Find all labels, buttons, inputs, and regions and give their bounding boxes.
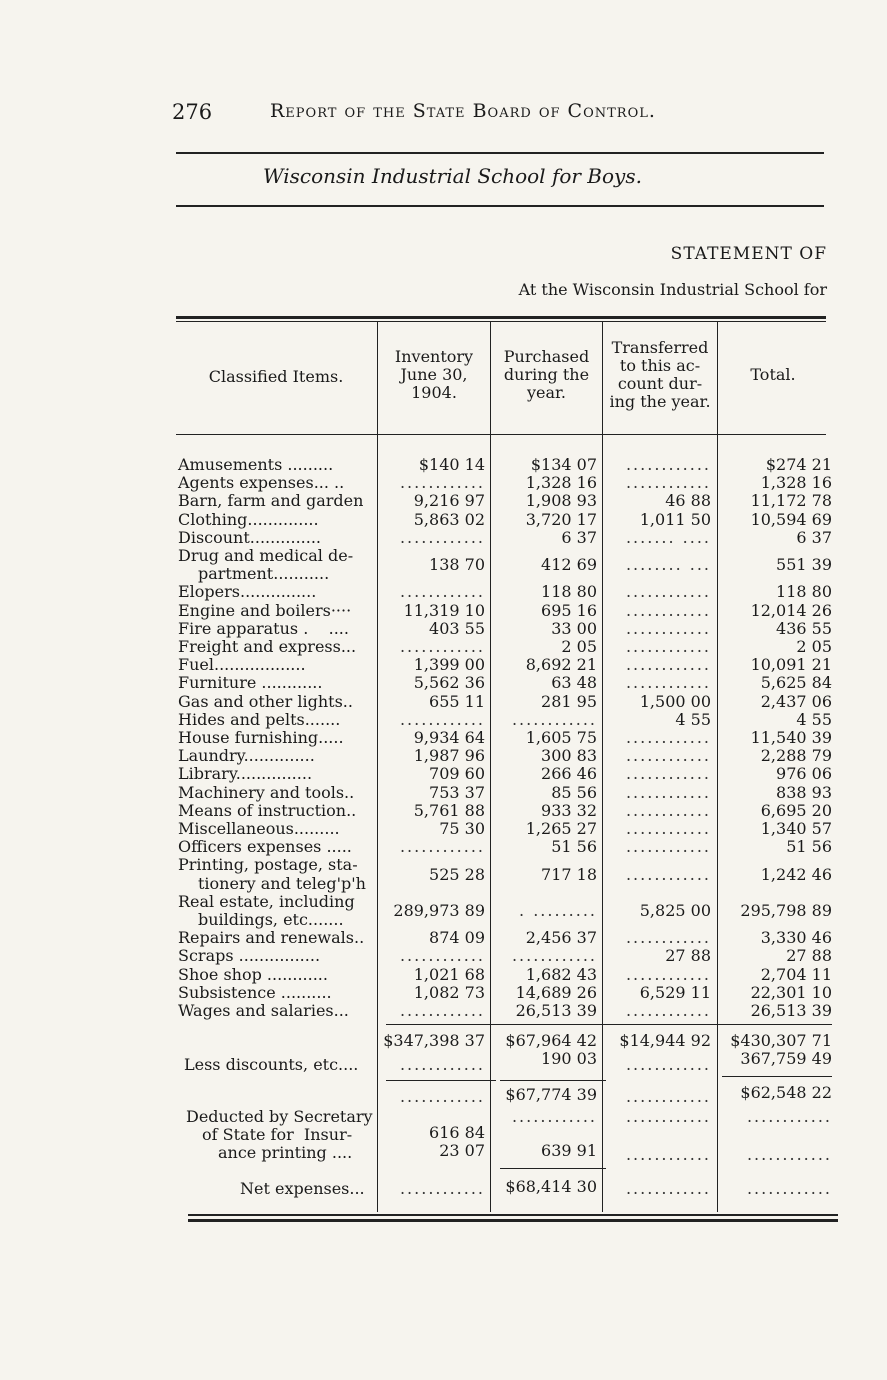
row-transferred: 4 55: [675, 709, 711, 729]
total-purchased: $67,964 42: [505, 1031, 597, 1050]
less-discounts-total: 367,759 49: [740, 1049, 832, 1068]
header-line: Inventory: [394, 347, 474, 366]
deducted-label-1: Deducted by Secretary: [186, 1107, 373, 1126]
row-purchased: 26,513 39: [515, 1001, 597, 1020]
subtotal-inventory: ............: [399, 1087, 485, 1106]
row-label: Fuel..................: [178, 655, 306, 675]
row-purchased: 300 83: [541, 746, 597, 766]
net-transferred: ............: [625, 1179, 711, 1198]
row-total: 51 56: [786, 837, 832, 857]
row-inventory: 753 37: [429, 782, 485, 802]
row-purchased: 695 16: [541, 600, 597, 620]
row-total: 6 37: [796, 527, 832, 547]
row-total: 2 05: [796, 637, 832, 656]
row-purchased: 118 80: [541, 582, 597, 602]
total-transferred: $14,944 92: [619, 1031, 711, 1050]
row-label: Elopers...............: [178, 582, 317, 602]
row-inventory: ............: [399, 709, 485, 729]
row-total: 11,540 39: [750, 728, 832, 747]
table-bottom-rule-thick: [188, 1219, 838, 1222]
row-inventory: 709 60: [429, 764, 485, 784]
row-purchased: 1,908 93: [525, 491, 597, 511]
row-label: Miscellaneous.........: [178, 819, 340, 838]
row-label: Printing, postage, sta-: [178, 855, 358, 875]
row-total: 436 55: [776, 618, 832, 638]
row-inventory: 138 70: [429, 555, 485, 575]
header-line: count dur-: [617, 374, 703, 393]
row-inventory: 655 11: [429, 691, 485, 711]
row-purchased: 85 56: [551, 782, 597, 802]
column-header-inventory: [380, 348, 488, 402]
row-purchased: 1,682 43: [525, 964, 597, 984]
total-inventory: $347,398 37: [383, 1031, 485, 1050]
row-purchased: 33 00: [551, 618, 597, 638]
row-transferred: 27 88: [665, 946, 711, 966]
page-number: 276: [172, 100, 213, 124]
subtotal-total: $62,548 22: [740, 1083, 832, 1102]
row-purchased: 3,720 17: [525, 509, 597, 529]
row-transferred: ............: [625, 473, 711, 493]
table-bottom-rule: [188, 1214, 838, 1216]
header-bottom-rule: [176, 434, 826, 435]
deducted-label-3: ance printing ....: [218, 1143, 353, 1162]
less-discounts-purchased: 190 03: [541, 1049, 597, 1068]
header-line: 1904.: [411, 383, 457, 402]
row-label: Subsistence ..........: [178, 982, 332, 1002]
row-total: 2,704 11: [760, 964, 832, 984]
row-purchased: 1,605 75: [525, 728, 597, 747]
row-label: Scraps ................: [178, 946, 321, 966]
header-line: June 30,: [400, 365, 468, 384]
row-total: 3,330 46: [760, 928, 832, 948]
column-header-purchased: [493, 348, 600, 402]
deducted-total: ............: [746, 1107, 832, 1126]
row-label: Hides and pelts.......: [178, 709, 341, 729]
header-line: Purchased: [503, 347, 590, 366]
row-total: 1,328 16: [760, 473, 832, 493]
column-divider: [717, 322, 718, 1212]
row-transferred: ............: [625, 800, 711, 820]
table-top-rule-thin: [176, 321, 826, 322]
row-inventory: 5,761 88: [413, 800, 485, 820]
deducted-inventory-1: 616 84: [429, 1123, 485, 1142]
row-purchased: 6 37: [561, 527, 597, 547]
subtotal-rule: [386, 1080, 496, 1081]
row-total: 1,242 46: [760, 864, 832, 884]
row-purchased: 1,328 16: [525, 473, 597, 493]
row-inventory: ............: [399, 946, 485, 966]
net-inventory: ............: [399, 1179, 485, 1198]
row-label: Officers expenses .....: [178, 837, 352, 857]
row-transferred: 46 88: [665, 491, 711, 511]
net-purchased: $68,414 30: [505, 1177, 597, 1196]
row-purchased: 266 46: [541, 764, 597, 784]
net-total: ............: [746, 1179, 832, 1198]
row-inventory: 1,987 96: [413, 746, 485, 766]
header-line: Transferred: [611, 338, 709, 357]
table-top-rule: [176, 316, 826, 319]
column-divider: [602, 322, 603, 1212]
row-transferred: ............: [625, 928, 711, 948]
row-purchased: . .........: [519, 900, 597, 920]
subtotal-transferred: ............: [625, 1087, 711, 1106]
less-discounts-transferred: ............: [625, 1055, 711, 1074]
less-discounts-inventory: ............: [399, 1055, 485, 1074]
deducted-transferred: ............: [625, 1145, 711, 1164]
row-transferred: 1,011 50: [639, 509, 711, 529]
row-purchased: 412 69: [541, 555, 597, 575]
column-divider: [377, 322, 378, 1212]
row-total: 27 88: [786, 946, 832, 966]
row-label: Wages and salaries...: [178, 1001, 349, 1020]
row-transferred: 5,825 00: [639, 900, 711, 920]
row-label: Repairs and renewals..: [178, 928, 365, 948]
row-transferred: ............: [625, 618, 711, 638]
row-label: Freight and express...: [178, 637, 357, 656]
row-inventory: 289,973 89: [393, 900, 485, 920]
header-line: year.: [526, 383, 567, 402]
row-total: 6,695 20: [760, 800, 832, 820]
less-discounts-label: Less discounts, etc....: [184, 1055, 359, 1074]
row-total: 12,014 26: [750, 600, 832, 620]
header-line: during the: [503, 365, 590, 384]
row-inventory: 5,863 02: [413, 509, 485, 529]
deducted-total: ............: [746, 1145, 832, 1164]
row-inventory: ............: [399, 473, 485, 493]
row-inventory: 5,562 36: [413, 673, 485, 693]
row-total: 10,594 69: [750, 509, 832, 529]
row-label: House furnishing.....: [178, 728, 344, 747]
row-label: Agents expenses... ..: [178, 473, 345, 493]
row-inventory: $140 14: [418, 455, 485, 474]
row-total: 838 93: [776, 782, 832, 802]
row-inventory: ............: [399, 527, 485, 547]
row-label: Gas and other lights..: [178, 691, 353, 711]
row-purchased: ............: [511, 946, 597, 966]
header-line: ing the year.: [609, 392, 711, 411]
running-title: Report of the State Board of Control.: [270, 100, 656, 122]
row-transferred: ............: [625, 782, 711, 802]
row-transferred: ............: [625, 637, 711, 656]
row-purchased: 281 95: [541, 691, 597, 711]
row-inventory: 9,934 64: [413, 728, 485, 747]
row-label: Discount..............: [178, 527, 321, 547]
row-transferred: ............: [625, 764, 711, 784]
row-transferred: ............: [625, 837, 711, 857]
row-transferred: ............: [625, 655, 711, 675]
deducted-transferred: ............: [625, 1107, 711, 1126]
row-inventory: ............: [399, 837, 485, 857]
row-transferred: ............: [625, 819, 711, 838]
row-total: 5,625 84: [760, 673, 832, 693]
row-purchased: 933 32: [541, 800, 597, 820]
net-rule: [500, 1168, 606, 1169]
row-total: 2,437 06: [760, 691, 832, 711]
row-purchased: 717 18: [541, 864, 597, 884]
column-header-total: Total.: [750, 365, 796, 384]
deducted-label-2: of State for Insur-: [202, 1125, 353, 1144]
row-total: 118 80: [776, 582, 832, 602]
net-label: Net expenses...: [240, 1179, 365, 1198]
row-label-continued: partment...........: [198, 564, 330, 584]
row-purchased: 2,456 37: [525, 928, 597, 948]
column-divider: [490, 322, 491, 1212]
row-total: 10,091 21: [750, 655, 832, 675]
row-label: Clothing..............: [178, 509, 319, 529]
row-inventory: 75 30: [439, 819, 485, 838]
subtotal-rule: [722, 1076, 832, 1077]
row-transferred: ............: [625, 746, 711, 766]
row-label: Engine and boilers····: [178, 600, 352, 620]
row-transferred: 6,529 11: [639, 982, 711, 1002]
subtotal-purchased: $67,774 39: [505, 1085, 597, 1104]
row-label: Real estate, including: [178, 891, 355, 911]
row-label: Fire apparatus . ....: [178, 618, 349, 638]
row-inventory: 1,399 00: [413, 655, 485, 675]
deducted-purchased-2: 639 91: [541, 1141, 597, 1160]
row-inventory: 1,082 73: [413, 982, 485, 1002]
row-transferred: ............: [625, 728, 711, 747]
deducted-purchased-1: ............: [511, 1107, 597, 1126]
row-total: 26,513 39: [750, 1001, 832, 1020]
subtitle-rule: [176, 205, 824, 207]
row-label: Barn, farm and garden: [178, 491, 364, 511]
row-transferred: ............: [625, 864, 711, 884]
row-transferred: ............: [625, 600, 711, 620]
row-label-continued: buildings, etc.......: [198, 910, 344, 929]
row-purchased: 8,692 21: [525, 655, 597, 675]
row-total: 22,301 10: [750, 982, 832, 1002]
column-header-items: Classified Items.: [208, 367, 344, 386]
row-total: 551 39: [776, 555, 832, 575]
row-total: 976 06: [776, 764, 832, 784]
row-inventory: 525 28: [429, 864, 485, 884]
row-inventory: ............: [399, 1001, 485, 1020]
row-total: 4 55: [796, 709, 832, 729]
row-inventory: 403 55: [429, 618, 485, 638]
row-transferred: 1,500 00: [639, 691, 711, 711]
row-label: Furniture ............: [178, 673, 323, 693]
row-transferred: ............: [625, 455, 711, 474]
statement-heading: STATEMENT OF: [670, 244, 827, 264]
row-label: Shoe shop ............: [178, 964, 328, 984]
row-purchased: 63 48: [551, 673, 597, 693]
statement-subheading: At the Wisconsin Industrial School for: [518, 280, 827, 299]
row-total: 295,798 89: [740, 900, 832, 920]
row-transferred: ............: [625, 673, 711, 693]
row-label: Drug and medical de-: [178, 546, 354, 565]
row-label: Library...............: [178, 764, 313, 784]
row-transferred: ....... ....: [625, 527, 711, 547]
row-label-continued: tionery and teleg'p'h: [198, 873, 366, 893]
row-total: 2,288 79: [760, 746, 832, 766]
row-transferred: ........ ...: [625, 555, 711, 575]
row-purchased: $134 07: [530, 455, 597, 474]
row-total: 11,172 78: [750, 491, 832, 511]
row-inventory: ............: [399, 582, 485, 602]
top-rule: [176, 152, 824, 154]
row-label: Laundry..............: [178, 746, 315, 766]
row-label: Means of instruction..: [178, 800, 357, 820]
row-transferred: ............: [625, 1001, 711, 1020]
totals-rule: [386, 1024, 832, 1025]
subtitle: Wisconsin Industrial School for Boys.: [263, 164, 642, 188]
row-total: 1,340 57: [760, 819, 832, 838]
row-purchased: 14,689 26: [515, 982, 597, 1002]
row-inventory: 1,021 68: [413, 964, 485, 984]
row-label: Machinery and tools..: [178, 782, 355, 802]
row-transferred: ............: [625, 582, 711, 602]
row-inventory: ............: [399, 637, 485, 656]
header-line: to this ac-: [619, 356, 701, 375]
column-header-transferred: [604, 339, 716, 411]
row-inventory: 874 09: [429, 928, 485, 948]
row-purchased: 1,265 27: [525, 819, 597, 838]
subtotal-rule: [500, 1080, 606, 1081]
row-label: Amusements .........: [178, 455, 334, 474]
row-purchased: 51 56: [551, 837, 597, 857]
row-inventory: 9,216 97: [413, 491, 485, 511]
row-transferred: ............: [625, 964, 711, 984]
row-purchased: ............: [511, 709, 597, 729]
row-total: $274 21: [765, 455, 832, 474]
total-total: $430,307 71: [730, 1031, 832, 1050]
deducted-inventory-2: 23 07: [439, 1141, 485, 1160]
row-inventory: 11,319 10: [403, 600, 485, 620]
row-purchased: 2 05: [561, 637, 597, 656]
